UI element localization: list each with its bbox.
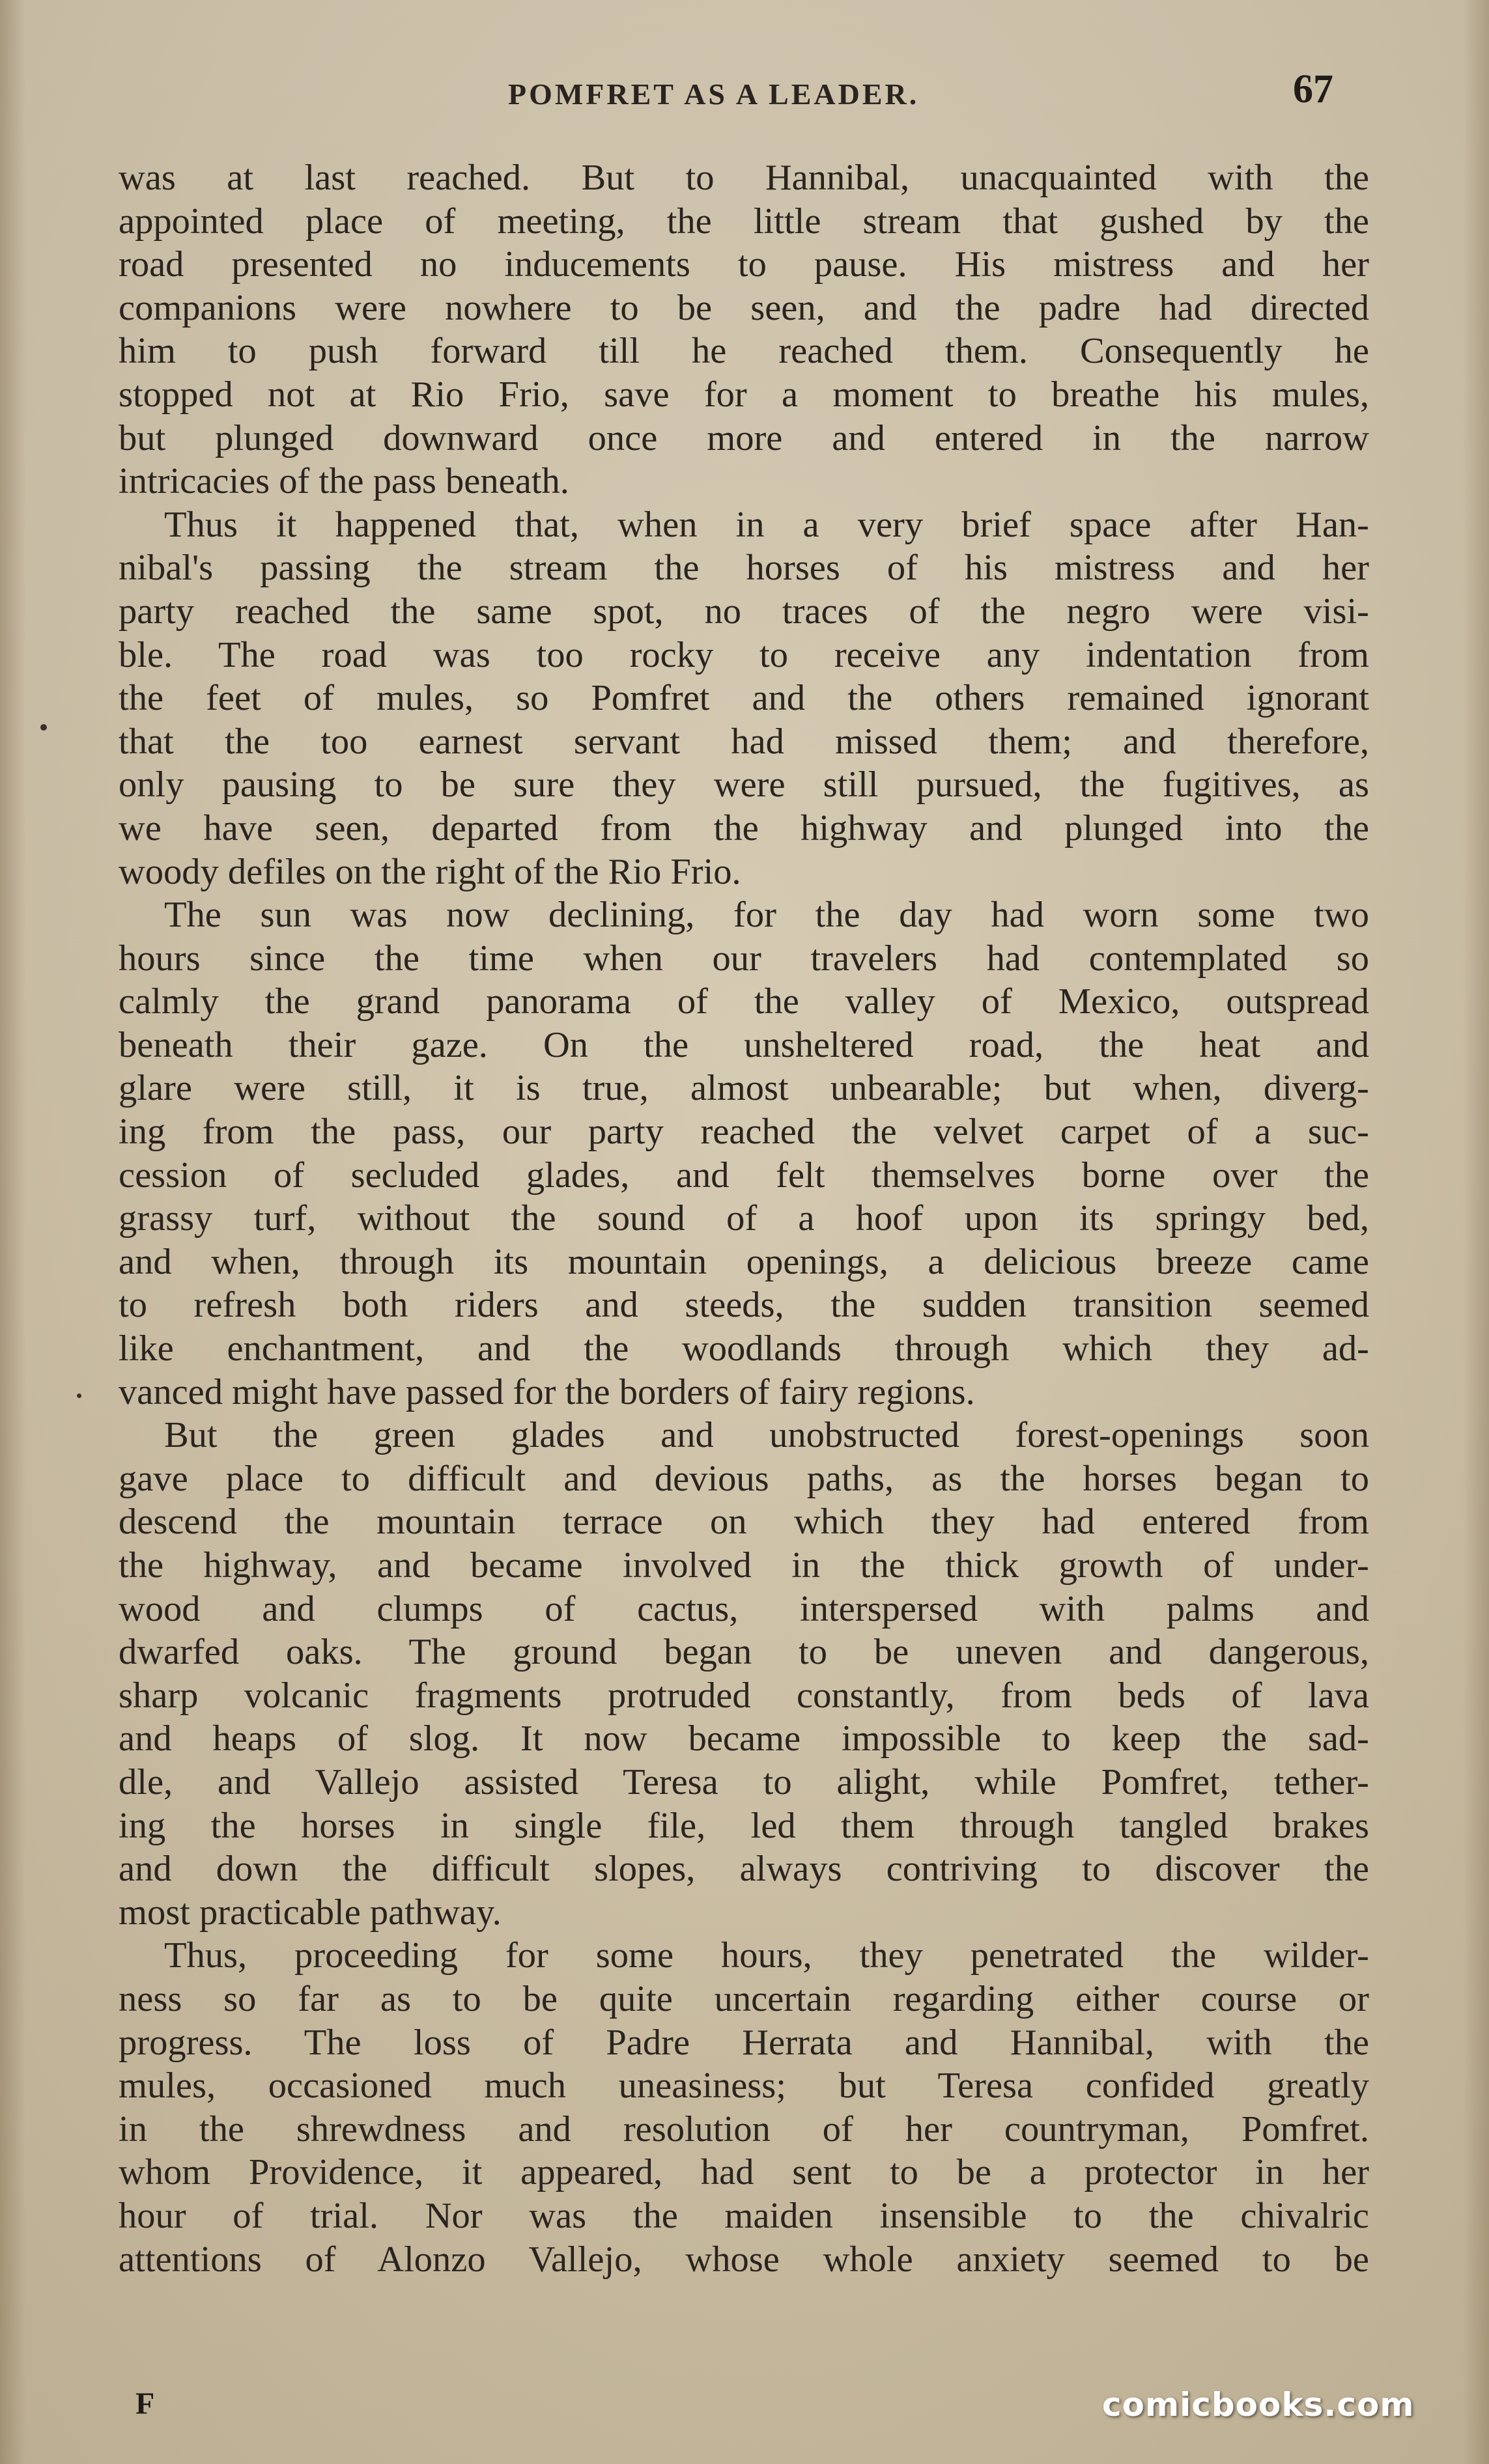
text-line: ing from the pass, our party reached the velvet carpet of a suc- [119,1112,1369,1153]
paragraph-first-line: Thus it happened that, when in a very brief space after Han- [164,504,1369,545]
text-line: we have seen, departed from the highway and plunged into the [119,807,1369,848]
text-line: only pausing to be sure they were still pursued, the fugitives, as [119,764,1369,805]
text-line: companions were nowhere to be seen, and the padre had directed [119,287,1369,328]
text-line: progress. The loss of Padre Herrata and Hannibal, with the [119,2022,1369,2063]
paragraph-first-line: The sun was now declining, for the day had worn some two [164,895,1369,936]
text-line: ing the horses in single file, led them through tangled brakes [119,1805,1369,1846]
page-shadow-left [0,0,26,2464]
text-line: was at last reached. But to Hannibal, unacquainted with the [119,158,1369,198]
text-line: vanced might have passed for the borders of fairy regions. [119,1371,975,1412]
paragraph-first-line: But the green glades and unobstructed forest-openings soon [164,1415,1369,1456]
page-number: 67 [1293,67,1333,111]
text-line: intricacies of the pass beneath. [119,461,569,502]
body-text [119,156,1369,2281]
text-line: party reached the same spot, no traces of the negro were visi- [119,591,1369,632]
text-line: mules, occasioned much uneasiness; but Teresa confided greatly [119,2065,1369,2107]
text-line: to refresh both riders and steeds, the sudden transition seemed [119,1285,1369,1326]
text-line: but plunged downward once more and entered in the narrow [119,417,1369,458]
text-line: that the too earnest servant had missed them; and therefore, [119,721,1369,762]
text-line: the feet of mules, so Pomfret and the others remained ignorant [119,678,1369,719]
text-line: him to push forward till he reached them. Consequently he [119,331,1369,372]
text-line: the highway, and became involved in the thick growth of under- [119,1545,1369,1586]
text-line: dwarfed oaks. The ground began to be uneven and dangerous, [119,1632,1369,1673]
text-line: and when, through its mountain openings, a delicious breeze came [119,1241,1369,1282]
text-line: stopped not at Rio Frio, save for a moment to breathe his mules, [119,374,1369,415]
text-line: nibal's passing the stream the horses of his mistress and her [119,548,1369,589]
text-line: attentions of Alonzo Vallejo, whose whole anxiety seemed to be [119,2239,1369,2280]
text-line: road presented no inducements to pause. His mistress and her [119,244,1369,285]
text-line: glare were still, it is true, almost unbearable; but when, diverg- [119,1068,1369,1109]
text-line: descend the mountain terrace on which they had entered from [119,1502,1369,1543]
text-line: most practicable pathway. [119,1892,502,1933]
text-line: woody defiles on the right of the Rio Frio. [119,851,741,892]
page-shadow-right [1463,0,1489,2464]
paragraph-first-line: Thus, proceeding for some hours, they penetrated the wilder- [164,1935,1369,1976]
text-line: wood and clumps of cactus, interspersed with palms and [119,1588,1369,1629]
text-line: dle, and Vallejo assisted Teresa to alight, while Pomfret, tether- [119,1761,1369,1802]
text-line: gave place to difficult and devious paths, as the horses began to [119,1458,1369,1499]
ink-speck [77,1393,81,1398]
signature-mark: F [135,2387,155,2421]
text-line: and heaps of slog. It now became impossible to keep the sad- [119,1718,1369,1759]
text-line: in the shrewdness and resolution of her countryman, Pomfret. [119,2108,1369,2149]
ink-speck [40,724,47,731]
text-line: cession of secluded glades, and felt themselves borne over the [119,1155,1369,1196]
text-line: like enchantment, and the woodlands through which they ad- [119,1328,1369,1369]
text-line: sharp volcanic fragments protruded constantly, from beds of lava [119,1675,1369,1716]
text-line: hour of trial. Nor was the maiden insensible to the chivalric [119,2195,1369,2236]
text-line: grassy turf, without the sound of a hoof upon its springy bed, [119,1198,1369,1239]
text-line: and down the difficult slopes, always contriving to discover the [119,1849,1369,1890]
text-line: whom Providence, it appeared, had sent to be a protector in her [119,2152,1369,2193]
text-line: appointed place of meeting, the little stream that gushed by the [119,201,1369,242]
text-line: beneath their gaze. On the unsheltered road, the heat and [119,1024,1369,1065]
watermark: comicbooks.com [1102,2386,1415,2424]
text-line: calmly the grand panorama of the valley of Mexico, outspread [119,981,1369,1022]
text-line: ble. The road was too rocky to receive any indentation from [119,634,1369,675]
running-head: POMFRET AS A LEADER. [508,77,920,111]
text-line: ness so far as to be quite uncertain regarding either course or [119,1978,1369,2019]
text-line: hours since the time when our travelers had contemplated so [119,938,1369,979]
